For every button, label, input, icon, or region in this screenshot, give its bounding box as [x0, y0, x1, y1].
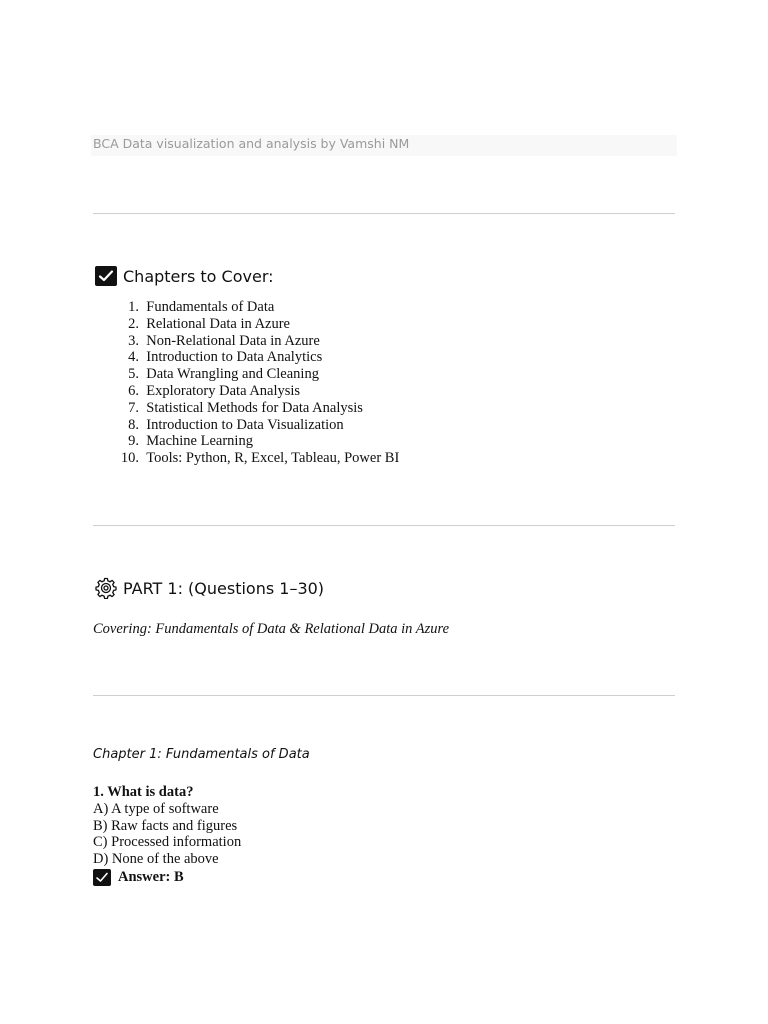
- list-item: 9. Machine Learning: [128, 433, 253, 450]
- list-item: 8. Introduction to Data Visualization: [128, 416, 344, 433]
- option-b: B) Raw facts and figures: [93, 817, 238, 834]
- list-item: 3. Non-Relational Data in Azure: [128, 332, 320, 349]
- option-d: D) None of the above: [93, 851, 219, 868]
- part-heading: [95, 577, 324, 599]
- list-item: 4. Introduction to Data Analytics: [128, 349, 323, 366]
- question-title: 1. What is data?: [93, 784, 194, 800]
- list-item: 1. Fundamentals of Data: [128, 299, 275, 315]
- header-text: BCA Data visualization and analysis by Vamshi NM: [93, 136, 410, 151]
- divider: [93, 525, 675, 526]
- divider: [93, 695, 675, 696]
- list-item: 2. Relational Data in Azure: [128, 315, 290, 332]
- chapter-title: Chapter 1: Fundamentals of Data: [93, 747, 310, 762]
- covering-note: Covering: Fundamentals of Data & Relational Data in Azure: [93, 621, 450, 637]
- part-heading-label: PART 1: (Questions 1–30): [123, 578, 325, 598]
- document-header: [91, 135, 677, 156]
- list-item: 10. Tools: Python, R, Excel, Tableau, Power BI: [120, 450, 400, 467]
- check-box-icon: [95, 266, 117, 286]
- check-box-icon: [93, 869, 111, 886]
- divider: [93, 213, 675, 214]
- option-c: C) Processed information: [93, 834, 242, 851]
- question-block: [93, 784, 241, 886]
- chapter-list: [113, 299, 399, 467]
- gear-icon: [95, 577, 117, 599]
- answer-row: [93, 869, 241, 886]
- list-item: 6. Exploratory Data Analysis: [128, 382, 301, 399]
- list-item: 7. Statistical Methods for Data Analysis: [128, 399, 363, 416]
- option-a: A) A type of software: [93, 800, 219, 817]
- chapters-heading: [95, 266, 274, 286]
- answer-text: Answer: B: [118, 869, 184, 886]
- chapters-heading-label: Chapters to Cover:: [123, 266, 274, 286]
- list-item: 5. Data Wrangling and Cleaning: [128, 366, 319, 383]
